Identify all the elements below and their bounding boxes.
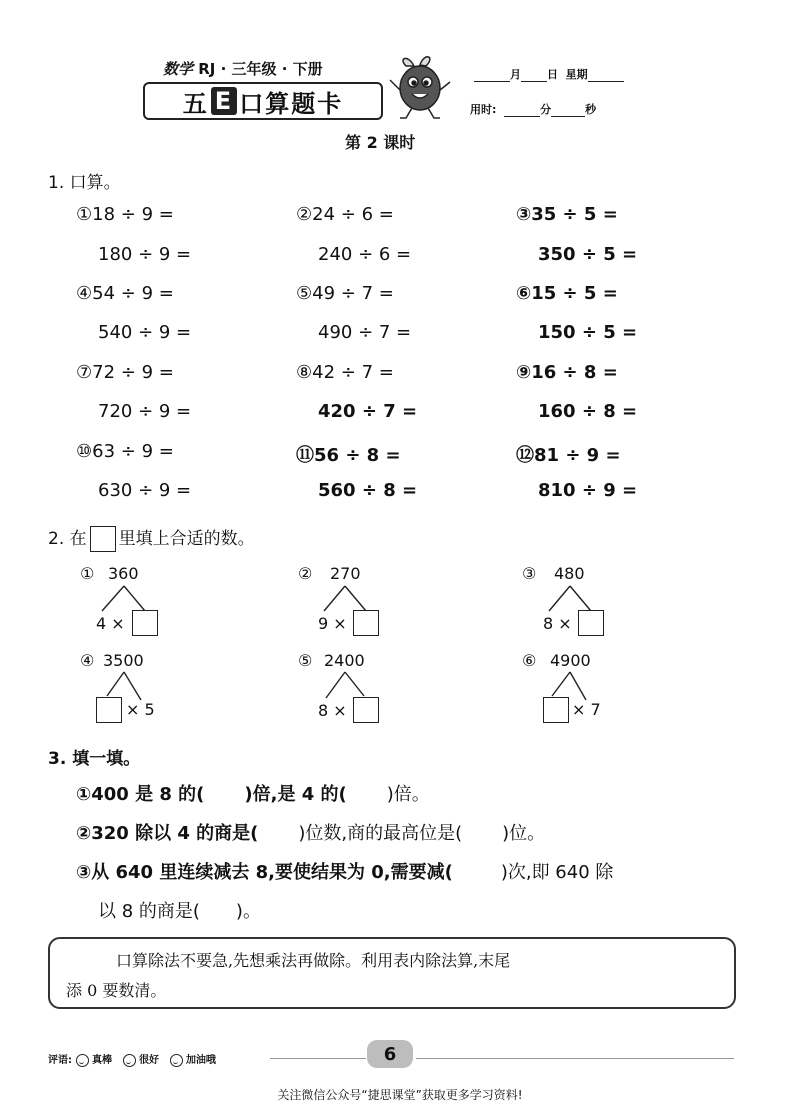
cheer-face-icon[interactable] bbox=[170, 1054, 183, 1067]
tree4-index: ④ bbox=[80, 651, 95, 670]
lesson-label: 第 2 课时 bbox=[345, 133, 416, 152]
tree5-known-factor: 8 × bbox=[318, 701, 347, 720]
problem-8b: 420 ÷ 7 = bbox=[318, 401, 418, 422]
evaluation-option-keep-going: 加油哦 bbox=[185, 1055, 216, 1066]
section3-question-2 bbox=[76, 819, 545, 845]
minutes-label: 分 bbox=[540, 103, 552, 116]
tree5-line-left bbox=[326, 672, 345, 698]
day-label: 日 bbox=[547, 68, 558, 81]
tree6-top-value: 4900 bbox=[550, 651, 591, 670]
evaluation-option-good: 很好 bbox=[138, 1055, 159, 1066]
problem-8a: ⑧42 ÷ 7 = bbox=[296, 362, 394, 383]
tree3-line-right bbox=[570, 586, 591, 611]
tree3-top-value: 480 bbox=[554, 564, 585, 583]
tree1-index: ① bbox=[80, 564, 95, 583]
tree6-line-right bbox=[570, 672, 586, 700]
problem-10a: ⑩63 ÷ 9 = bbox=[76, 441, 174, 462]
evaluation-option-great: 真棒 bbox=[92, 1055, 112, 1066]
problem-7a: ⑦72 ÷ 9 = bbox=[76, 362, 174, 383]
problem-2a: ②24 ÷ 6 = bbox=[296, 204, 394, 225]
problem-2b: 240 ÷ 6 = bbox=[318, 244, 412, 265]
subject-label: 数学 bbox=[163, 60, 194, 78]
tree1-line-left bbox=[102, 586, 124, 611]
tree4-line-right bbox=[124, 672, 141, 700]
q1-part-b: )倍,是 4 的( bbox=[244, 784, 347, 805]
tip-line-2: 添 0 要数清。 bbox=[66, 981, 167, 1000]
problem-4a: ④54 ÷ 9 = bbox=[76, 283, 174, 304]
problem-5a: ⑤49 ÷ 7 = bbox=[296, 283, 394, 304]
tree5-line-right bbox=[345, 672, 364, 696]
q1-part-a: ①400 是 8 的( bbox=[76, 784, 205, 805]
page-number: 6 bbox=[367, 1040, 413, 1068]
section2-heading-post: 里填上合适的数。 bbox=[118, 529, 255, 549]
tree5-index: ⑤ bbox=[298, 651, 313, 670]
tree2-index: ② bbox=[298, 564, 313, 583]
tree5-answer-box[interactable] bbox=[353, 697, 379, 723]
tree2-line-right bbox=[345, 586, 366, 611]
tip-line-1: 口算除法不要急,先想乘法再做除。利用表内除法算,末尾 bbox=[116, 951, 511, 970]
footer-notice: 关注微信公众号“捷思课堂”获取更多学习资料! bbox=[277, 1088, 523, 1102]
tree2-top-value: 270 bbox=[330, 564, 361, 583]
tree4-answer-box[interactable] bbox=[96, 697, 122, 723]
q3-part-c: 以 8 的商是( bbox=[98, 901, 200, 922]
problem-3b: 350 ÷ 5 = bbox=[538, 244, 638, 265]
q2-part-c: )位。 bbox=[502, 823, 546, 844]
q1-part-c: )倍。 bbox=[386, 784, 430, 805]
seconds-label: 秒 bbox=[585, 103, 597, 116]
problem-12b: 810 ÷ 9 = bbox=[538, 480, 638, 501]
q3-part-d: )。 bbox=[235, 901, 261, 922]
evaluation-label: 评语: bbox=[48, 1055, 72, 1066]
tree2-known-factor: 9 × bbox=[318, 614, 347, 633]
tree4-top-value: 3500 bbox=[103, 651, 144, 670]
divider-right bbox=[416, 1058, 734, 1059]
time-label: 用时: bbox=[470, 103, 497, 116]
tree6-known-factor: × 7 bbox=[572, 700, 601, 719]
problem-9a: ⑨16 ÷ 8 = bbox=[516, 362, 618, 383]
problem-5b: 490 ÷ 7 = bbox=[318, 322, 412, 343]
section3-heading: 3. 填一填。 bbox=[48, 749, 141, 769]
tree4-known-factor: × 5 bbox=[126, 700, 155, 719]
happy-face-icon[interactable] bbox=[123, 1054, 136, 1067]
problem-4b: 540 ÷ 9 = bbox=[98, 322, 192, 343]
tree3-line-left bbox=[549, 586, 570, 611]
problem-6a: ⑥15 ÷ 5 = bbox=[516, 283, 618, 304]
smile-face-icon[interactable] bbox=[76, 1054, 89, 1067]
section3-question-3 bbox=[76, 858, 613, 884]
weekday-label: 星期 bbox=[565, 68, 588, 81]
problem-9b: 160 ÷ 8 = bbox=[538, 401, 638, 422]
q3-part-b: )次,即 640 除 bbox=[500, 862, 614, 883]
tree1-top-value: 360 bbox=[108, 564, 139, 583]
problem-7b: 720 ÷ 9 = bbox=[98, 401, 192, 422]
tree3-known-factor: 8 × bbox=[543, 614, 572, 633]
title-suffix: 口算题卡 bbox=[239, 89, 344, 118]
tree2-line-left bbox=[324, 586, 345, 611]
tree1-known-factor: 4 × bbox=[96, 614, 125, 633]
tree1-answer-box[interactable] bbox=[132, 610, 158, 636]
problem-1b: 180 ÷ 9 = bbox=[98, 244, 192, 265]
tree3-answer-box[interactable] bbox=[578, 610, 604, 636]
q2-part-b: )位数,商的最高位是( bbox=[298, 823, 463, 844]
tree4-line-left bbox=[107, 672, 124, 696]
divider-left bbox=[270, 1058, 366, 1059]
tree5-top-value: 2400 bbox=[324, 651, 365, 670]
month-label: 月 bbox=[510, 68, 521, 81]
section3-question-3-cont bbox=[98, 897, 261, 923]
problem-1a: ①18 ÷ 9 = bbox=[76, 204, 174, 225]
tree6-line-left bbox=[552, 672, 570, 696]
problem-3a: ③35 ÷ 5 = bbox=[516, 204, 618, 225]
q3-part-a: ③从 640 里连续减去 8,要使结果为 0,需要减( bbox=[76, 862, 453, 883]
section1-heading: 1. 口算。 bbox=[48, 173, 121, 193]
section2-heading-pre: 2. 在 bbox=[48, 529, 87, 549]
problem-11a: ⑪56 ÷ 8 = bbox=[296, 445, 401, 466]
section3-question-1 bbox=[76, 780, 430, 806]
tree6-index: ⑥ bbox=[522, 651, 537, 670]
title-e-badge: E bbox=[211, 87, 237, 115]
tree2-answer-box[interactable] bbox=[353, 610, 379, 636]
problem-12a: ⑫81 ÷ 9 = bbox=[516, 445, 621, 466]
problem-10b: 630 ÷ 9 = bbox=[98, 480, 192, 501]
tree6-answer-box[interactable] bbox=[543, 697, 569, 723]
title-prefix: 五 bbox=[182, 89, 209, 118]
evaluation-row bbox=[48, 1051, 216, 1067]
grade-label: RJ · 三年级 · 下册 bbox=[193, 60, 323, 78]
q2-part-a: ②320 除以 4 的商是( bbox=[76, 823, 259, 844]
problem-6b: 150 ÷ 5 = bbox=[538, 322, 638, 343]
problem-11b: 560 ÷ 8 = bbox=[318, 480, 418, 501]
tree1-line-right bbox=[124, 586, 145, 611]
tree3-index: ③ bbox=[522, 564, 537, 583]
